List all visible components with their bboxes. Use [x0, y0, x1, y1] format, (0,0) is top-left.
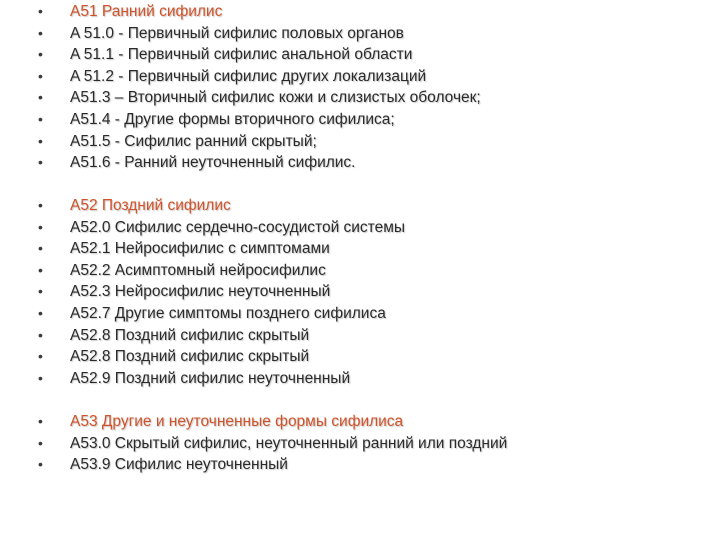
item-text: A 51.0 - Первичный сифилис половых органов: [70, 24, 404, 42]
item-text: A51.6 - Ранний неуточненный сифилис.: [70, 154, 356, 172]
bullet-icon: •: [38, 261, 43, 278]
item-text: A51.5 - Сифилис ранний скрытый;: [70, 132, 317, 150]
bullet-icon: •: [38, 154, 43, 171]
bullet-icon: •: [38, 3, 43, 19]
bullet-icon: •: [38, 67, 43, 84]
item-text: A52.8 Поздний сифилис скрытый: [70, 348, 310, 366]
item-text: A51.3 – Вторичный сифилис кожи и слизистых оболочек;: [70, 89, 481, 107]
bullet-icon: •: [38, 197, 43, 213]
item-text: A52.2 Асимптомный нейросифилис: [70, 261, 326, 279]
item-text: A52.7 Другие симптомы позднего сифилиса: [70, 304, 386, 322]
item-text: A53.9 Сифилис неуточненный: [70, 456, 288, 474]
bullet-icon: •: [38, 89, 43, 106]
bullet-icon: •: [38, 24, 43, 41]
bullet-icon: •: [38, 456, 43, 473]
bullet-icon: •: [38, 46, 43, 63]
item-text: A51.4 - Другие формы вторичного сифилиса;: [70, 110, 395, 128]
heading-text: A51 Ранний сифилис: [70, 3, 223, 20]
item-text: A52.3 Нейросифилис неуточненный: [70, 283, 331, 301]
bullet-icon: •: [38, 304, 43, 321]
item-text: A52.0 Сифилис сердечно-сосудистой системы: [70, 218, 406, 236]
item-text: A53.0 Скрытый сифилис, неуточненный ранний или поздний: [70, 434, 508, 452]
heading-text: A52 Поздний сифилис: [70, 197, 231, 214]
item-text: A52.8 Поздний сифилис скрытый: [70, 326, 310, 344]
bullet-icon: •: [38, 369, 43, 386]
bullet-icon: •: [38, 348, 43, 365]
bullet-icon: •: [38, 110, 43, 127]
item-text: A 51.1 - Первичный сифилис анальной области: [70, 46, 413, 64]
bullet-icon: •: [38, 283, 43, 300]
bullet-icon: •: [38, 413, 43, 429]
item-text: A52.9 Поздний сифилис неуточненный: [70, 369, 351, 387]
item-text: A52.1 Нейросифилис с симптомами: [70, 240, 330, 258]
item-text: A 51.2 - Первичный сифилис других локализаций: [70, 67, 427, 85]
bullet-icon: •: [38, 132, 43, 149]
bullet-icon: •: [38, 218, 43, 235]
bullet-icon: •: [38, 434, 43, 451]
heading-text: A53 Другие и неуточненные формы сифилиса: [70, 413, 404, 430]
bullet-icon: •: [38, 240, 43, 257]
bullet-icon: •: [38, 326, 43, 343]
